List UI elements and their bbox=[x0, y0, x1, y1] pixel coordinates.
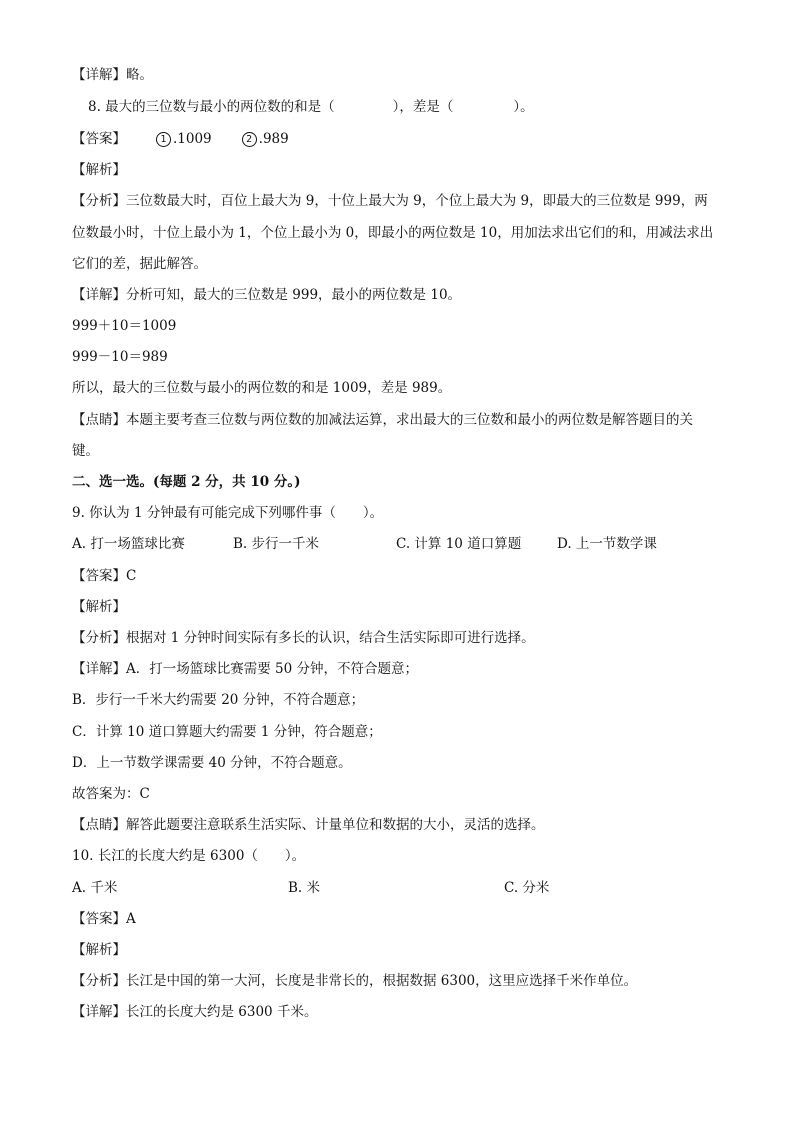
q9-analysis-tag: 【解析】 bbox=[72, 599, 126, 615]
q10-question: 10. 长江的长度大约是 6300（ ）。 bbox=[72, 848, 306, 864]
fenxi-tag: 【分析】 bbox=[72, 193, 126, 209]
q8-question: 8. 最大的三位数与最小的两位数的和是（ ），差是（ ）。 bbox=[88, 99, 534, 115]
detail-tag: 【详解】 bbox=[72, 1004, 126, 1020]
q8-conclusion: 所以，最大的三位数与最小的两位数的和是 1009，差是 989。 bbox=[72, 380, 452, 396]
fenxi-tag: 【分析】 bbox=[72, 973, 126, 989]
q10-analysis-tag: 【解析】 bbox=[72, 942, 126, 958]
q9-detail-a: 【详解】A．打一场篮球比赛需要 50 分钟，不符合题意； bbox=[72, 661, 419, 677]
q8-equation-diff: 999－10＝989 bbox=[72, 349, 168, 365]
detail-tag: 【详解】 bbox=[72, 67, 126, 83]
section-title: 二、选一选。(每题 2 分，共 10 分。) bbox=[72, 474, 301, 490]
q7-detail-text: 略。 bbox=[126, 67, 153, 83]
q9-option-a: A. 打一场篮球比赛 bbox=[72, 536, 185, 552]
q10-detail: 【详解】长江的长度大约是 6300 千米。 bbox=[72, 1004, 318, 1020]
q9-question: 9. 你认为 1 分钟最有可能完成下列哪件事（ ）。 bbox=[72, 505, 384, 521]
q10-option-b: B. 米 bbox=[288, 880, 321, 896]
q8-dianjing-2: 键。 bbox=[72, 443, 99, 459]
q8-fenxi-3: 它们的差，据此解答。 bbox=[72, 256, 207, 272]
q10-answer: 【答案】A bbox=[72, 911, 136, 927]
q10-option-c: C. 分米 bbox=[504, 880, 550, 896]
circled-number-icon: 2 bbox=[242, 132, 257, 147]
q10-option-a: A. 千米 bbox=[72, 880, 118, 896]
detail-tag: 【详解】 bbox=[72, 287, 126, 303]
q8-dianjing-1: 【点睛】本题主要考查三位数与两位数的加减法运算，求出最大的三位数和最小的两位数是解答题目的关 bbox=[72, 412, 693, 428]
q8-fenxi-2: 位数最小时，十位上最小为 1，个位上最小为 0，即最小的两位数是 10，用加法求出它们的和，用减法求出 bbox=[72, 225, 714, 241]
q9-detail-c: C．计算 10 道口算题大约需要 1 分钟，符合题意； bbox=[72, 724, 382, 740]
q8-equation-sum: 999＋10＝1009 bbox=[72, 318, 177, 334]
circled-number-icon: 1 bbox=[156, 132, 171, 147]
q9-options bbox=[72, 535, 722, 553]
q7-detail bbox=[72, 66, 153, 84]
q9-fenxi: 【分析】根据对 1 分钟时间实际有多长的认识，结合生活实际即可进行选择。 bbox=[72, 630, 535, 646]
dianjing-tag: 【点睛】 bbox=[72, 817, 126, 833]
q9-detail-b: B．步行一千米大约需要 20 分钟，不符合题意； bbox=[72, 692, 365, 708]
q9-option-b: B. 步行一千米 bbox=[233, 536, 320, 552]
q9-dianjing: 【点睛】解答此题要注意联系生活实际、计量单位和数据的大小，灵活的选择。 bbox=[72, 817, 545, 833]
q9-final-answer: 故答案为：C bbox=[72, 786, 150, 802]
q8-answer: 【答案】 1 .1009 2 .989 bbox=[72, 131, 289, 147]
fenxi-tag: 【分析】 bbox=[72, 630, 126, 646]
q9-option-c: C. 计算 10 道口算题 bbox=[396, 536, 522, 552]
answer-tag: 【答案】 bbox=[72, 568, 126, 584]
q8-analysis-tag: 【解析】 bbox=[72, 162, 126, 178]
q9-detail-d: D．上一节数学课需要 40 分钟，不符合题意。 bbox=[72, 755, 352, 771]
q8-detail: 【详解】分析可知，最大的三位数是 999，最小的两位数是 10。 bbox=[72, 287, 462, 303]
detail-tag: 【详解】 bbox=[72, 661, 126, 677]
q9-answer: 【答案】C bbox=[72, 568, 137, 584]
answer-tag: 【答案】 bbox=[72, 131, 126, 147]
dianjing-tag: 【点睛】 bbox=[72, 412, 126, 428]
q8-fenxi-1: 【分析】三位数最大时，百位上最大为 9，十位上最大为 9，个位上最大为 9，即最大的三位数是 999，两 bbox=[72, 193, 708, 209]
q10-fenxi: 【分析】长江是中国的第一大河，长度是非常长的，根据数据 6300，这里应选择千米作单位。 bbox=[72, 973, 638, 989]
q9-option-d: D. 上一节数学课 bbox=[557, 536, 657, 552]
q10-options bbox=[72, 879, 722, 897]
answer-tag: 【答案】 bbox=[72, 911, 126, 927]
